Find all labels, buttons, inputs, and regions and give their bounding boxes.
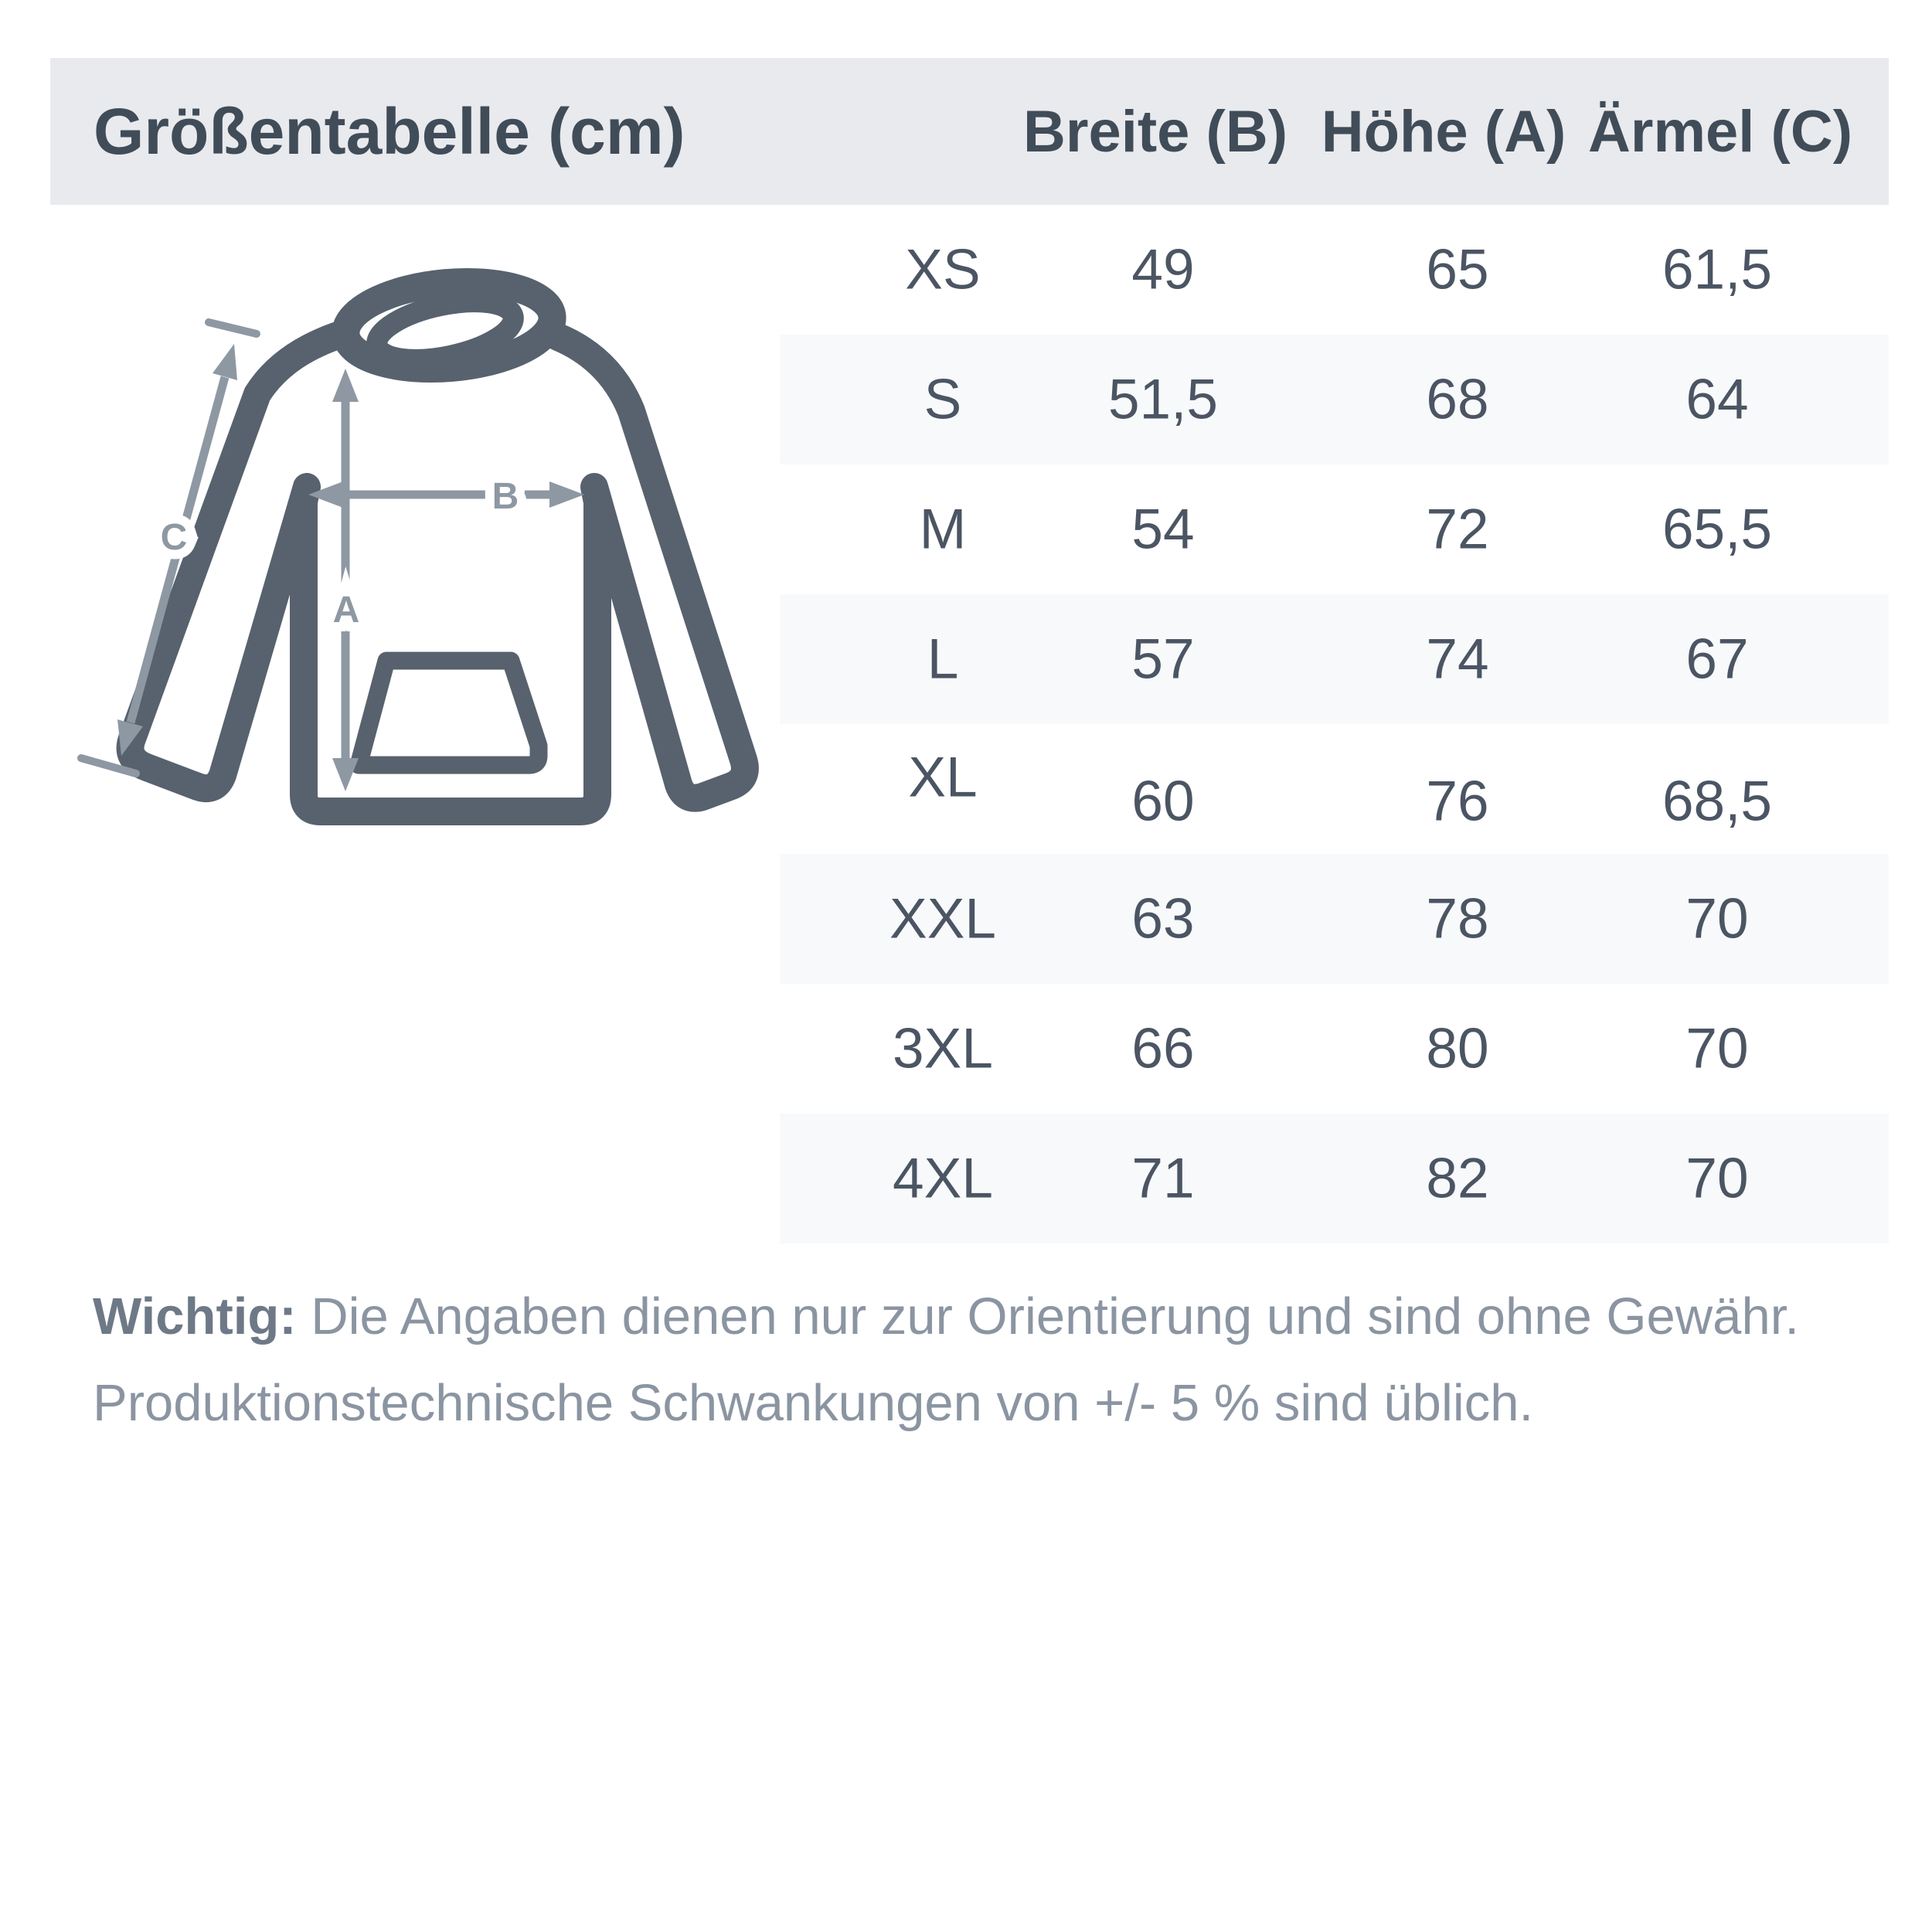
- aermel-value: 70: [1685, 887, 1749, 951]
- label-b: B: [492, 476, 519, 517]
- hoehe-value: 82: [1426, 1147, 1489, 1210]
- hoehe-value: 68: [1426, 368, 1489, 431]
- aermel-value: 70: [1685, 1147, 1749, 1210]
- table-row-4xl: [0, 1114, 1932, 1243]
- disclaimer-line-1: [93, 1274, 1862, 1360]
- table-row-3xl: [0, 984, 1932, 1114]
- size-chart-header-band: [50, 58, 1889, 205]
- aermel-value: 68,5: [1662, 770, 1773, 833]
- size-label: 3XL: [893, 1017, 993, 1080]
- aermel-value: 65,5: [1662, 498, 1773, 561]
- disclaimer-line-1-text: Die Angaben dienen nur zur Orientierung und sind ohne Gewähr.: [296, 1287, 1799, 1345]
- breite-value: 54: [1131, 498, 1195, 561]
- hoehe-value: 65: [1426, 238, 1489, 301]
- size-chart-title: Größentabelle (cm): [94, 94, 685, 168]
- column-header-hoehe: Höhe (A): [1321, 98, 1566, 165]
- hoehe-value: 74: [1426, 628, 1489, 691]
- aermel-value: 61,5: [1662, 238, 1773, 301]
- breite-value: 71: [1131, 1147, 1195, 1210]
- breite-value: 66: [1131, 1017, 1195, 1080]
- disclaimer-note: [93, 1274, 1862, 1447]
- hoehe-value: 80: [1426, 1017, 1489, 1080]
- size-label: L: [927, 628, 959, 691]
- hoodie-measurement-diagram: [46, 209, 819, 981]
- column-header-breite: Breite (B): [1022, 98, 1288, 165]
- size-label: 4XL: [893, 1147, 993, 1210]
- disclaimer-bold: Wichtig:: [93, 1287, 297, 1345]
- aermel-value: 70: [1685, 1017, 1749, 1080]
- breite-value: 49: [1131, 238, 1195, 301]
- hoehe-value: 76: [1426, 770, 1489, 833]
- label-c: C: [160, 517, 188, 558]
- column-header-aermel: Ärmel (C): [1587, 98, 1853, 165]
- aermel-value: 67: [1685, 628, 1749, 691]
- breite-value: 57: [1131, 628, 1195, 691]
- breite-value: 63: [1131, 887, 1195, 951]
- size-label: S: [923, 368, 962, 431]
- breite-value: 51,5: [1107, 368, 1219, 431]
- pocket-outline: [359, 661, 539, 765]
- size-label: XXL: [889, 887, 996, 951]
- label-a: A: [332, 590, 360, 631]
- size-label: XL: [908, 746, 978, 809]
- sleeve-tick-top: [209, 322, 257, 334]
- hoehe-value: 78: [1426, 887, 1489, 951]
- size-label: M: [919, 498, 967, 561]
- hoehe-value: 72: [1426, 498, 1489, 561]
- breite-value: 60: [1131, 770, 1195, 833]
- size-label: XS: [905, 238, 981, 301]
- aermel-value: 64: [1685, 368, 1749, 431]
- disclaimer-line-2: Produktionstechnische Schwankungen von +/- 5 % sind üblich.: [93, 1374, 1534, 1432]
